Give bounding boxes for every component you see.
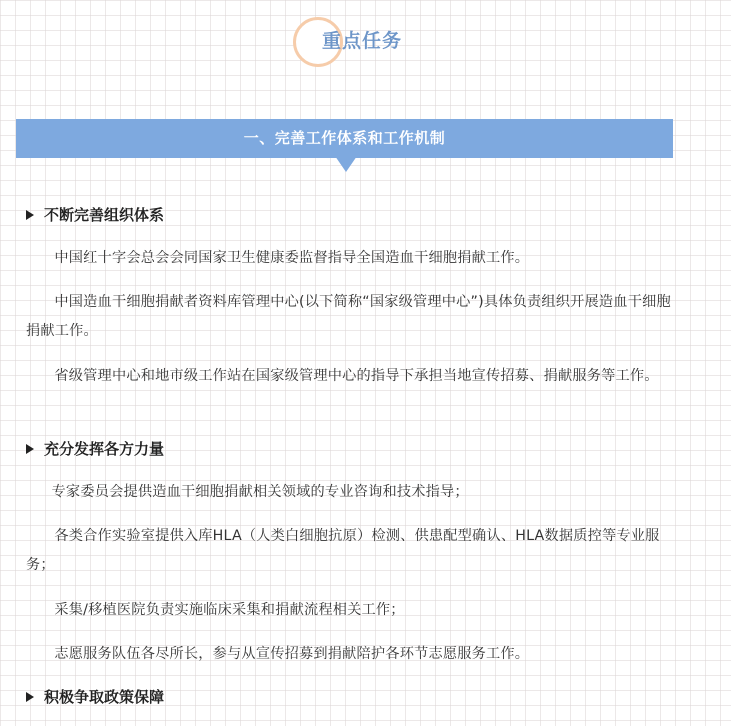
section-heading-forces bbox=[26, 437, 164, 461]
section-badge bbox=[0, 0, 731, 80]
paragraph: 中国红十字会总会会同国家卫生健康委监督指导全国造血干细胞捐献工作。 bbox=[54, 250, 530, 266]
paragraph: 省级管理中心和地市级工作站在国家级管理中心的指导下承担当地宣传招募、捐献服务等工作。 bbox=[54, 368, 659, 384]
paragraph: 志愿服务队伍各尽所长，参与从宣传招募到捐献陪护各环节志愿服务工作。 bbox=[54, 646, 530, 662]
banner-title: 一、完善工作体系和工作机制 bbox=[243, 129, 446, 147]
triangle-bullet-icon bbox=[26, 444, 34, 454]
banner-pointer-decoration bbox=[335, 156, 357, 172]
paragraph: 采集/移植医院负责实施临床采集和捐献流程相关工作； bbox=[54, 602, 405, 618]
section-heading-organization bbox=[26, 203, 164, 227]
badge-title: 重点任务 bbox=[322, 30, 403, 52]
section-heading-text: 充分发挥各方力量 bbox=[44, 440, 165, 458]
section-heading-text: 不断完善组织体系 bbox=[44, 206, 165, 224]
triangle-bullet-icon bbox=[26, 210, 34, 220]
paragraph: 中国造血干细胞捐献者资料库管理中心(以下简称“国家级管理中心”)具体负责组织开展造血干细胞捐献工作。 bbox=[26, 294, 671, 339]
section-heading-policy bbox=[26, 685, 164, 709]
triangle-bullet-icon bbox=[26, 692, 34, 702]
paragraph: 专家委员会提供造血干细胞捐献相关领域的专业咨询和技术指导； bbox=[51, 484, 469, 500]
section-banner bbox=[16, 119, 673, 158]
paragraph: 各类合作实验室提供入库HLA（人类白细胞抗原）检测、供患配型确认、HLA数据质控等专业服务； bbox=[26, 528, 660, 573]
section-heading-text: 积极争取政策保障 bbox=[44, 688, 165, 706]
